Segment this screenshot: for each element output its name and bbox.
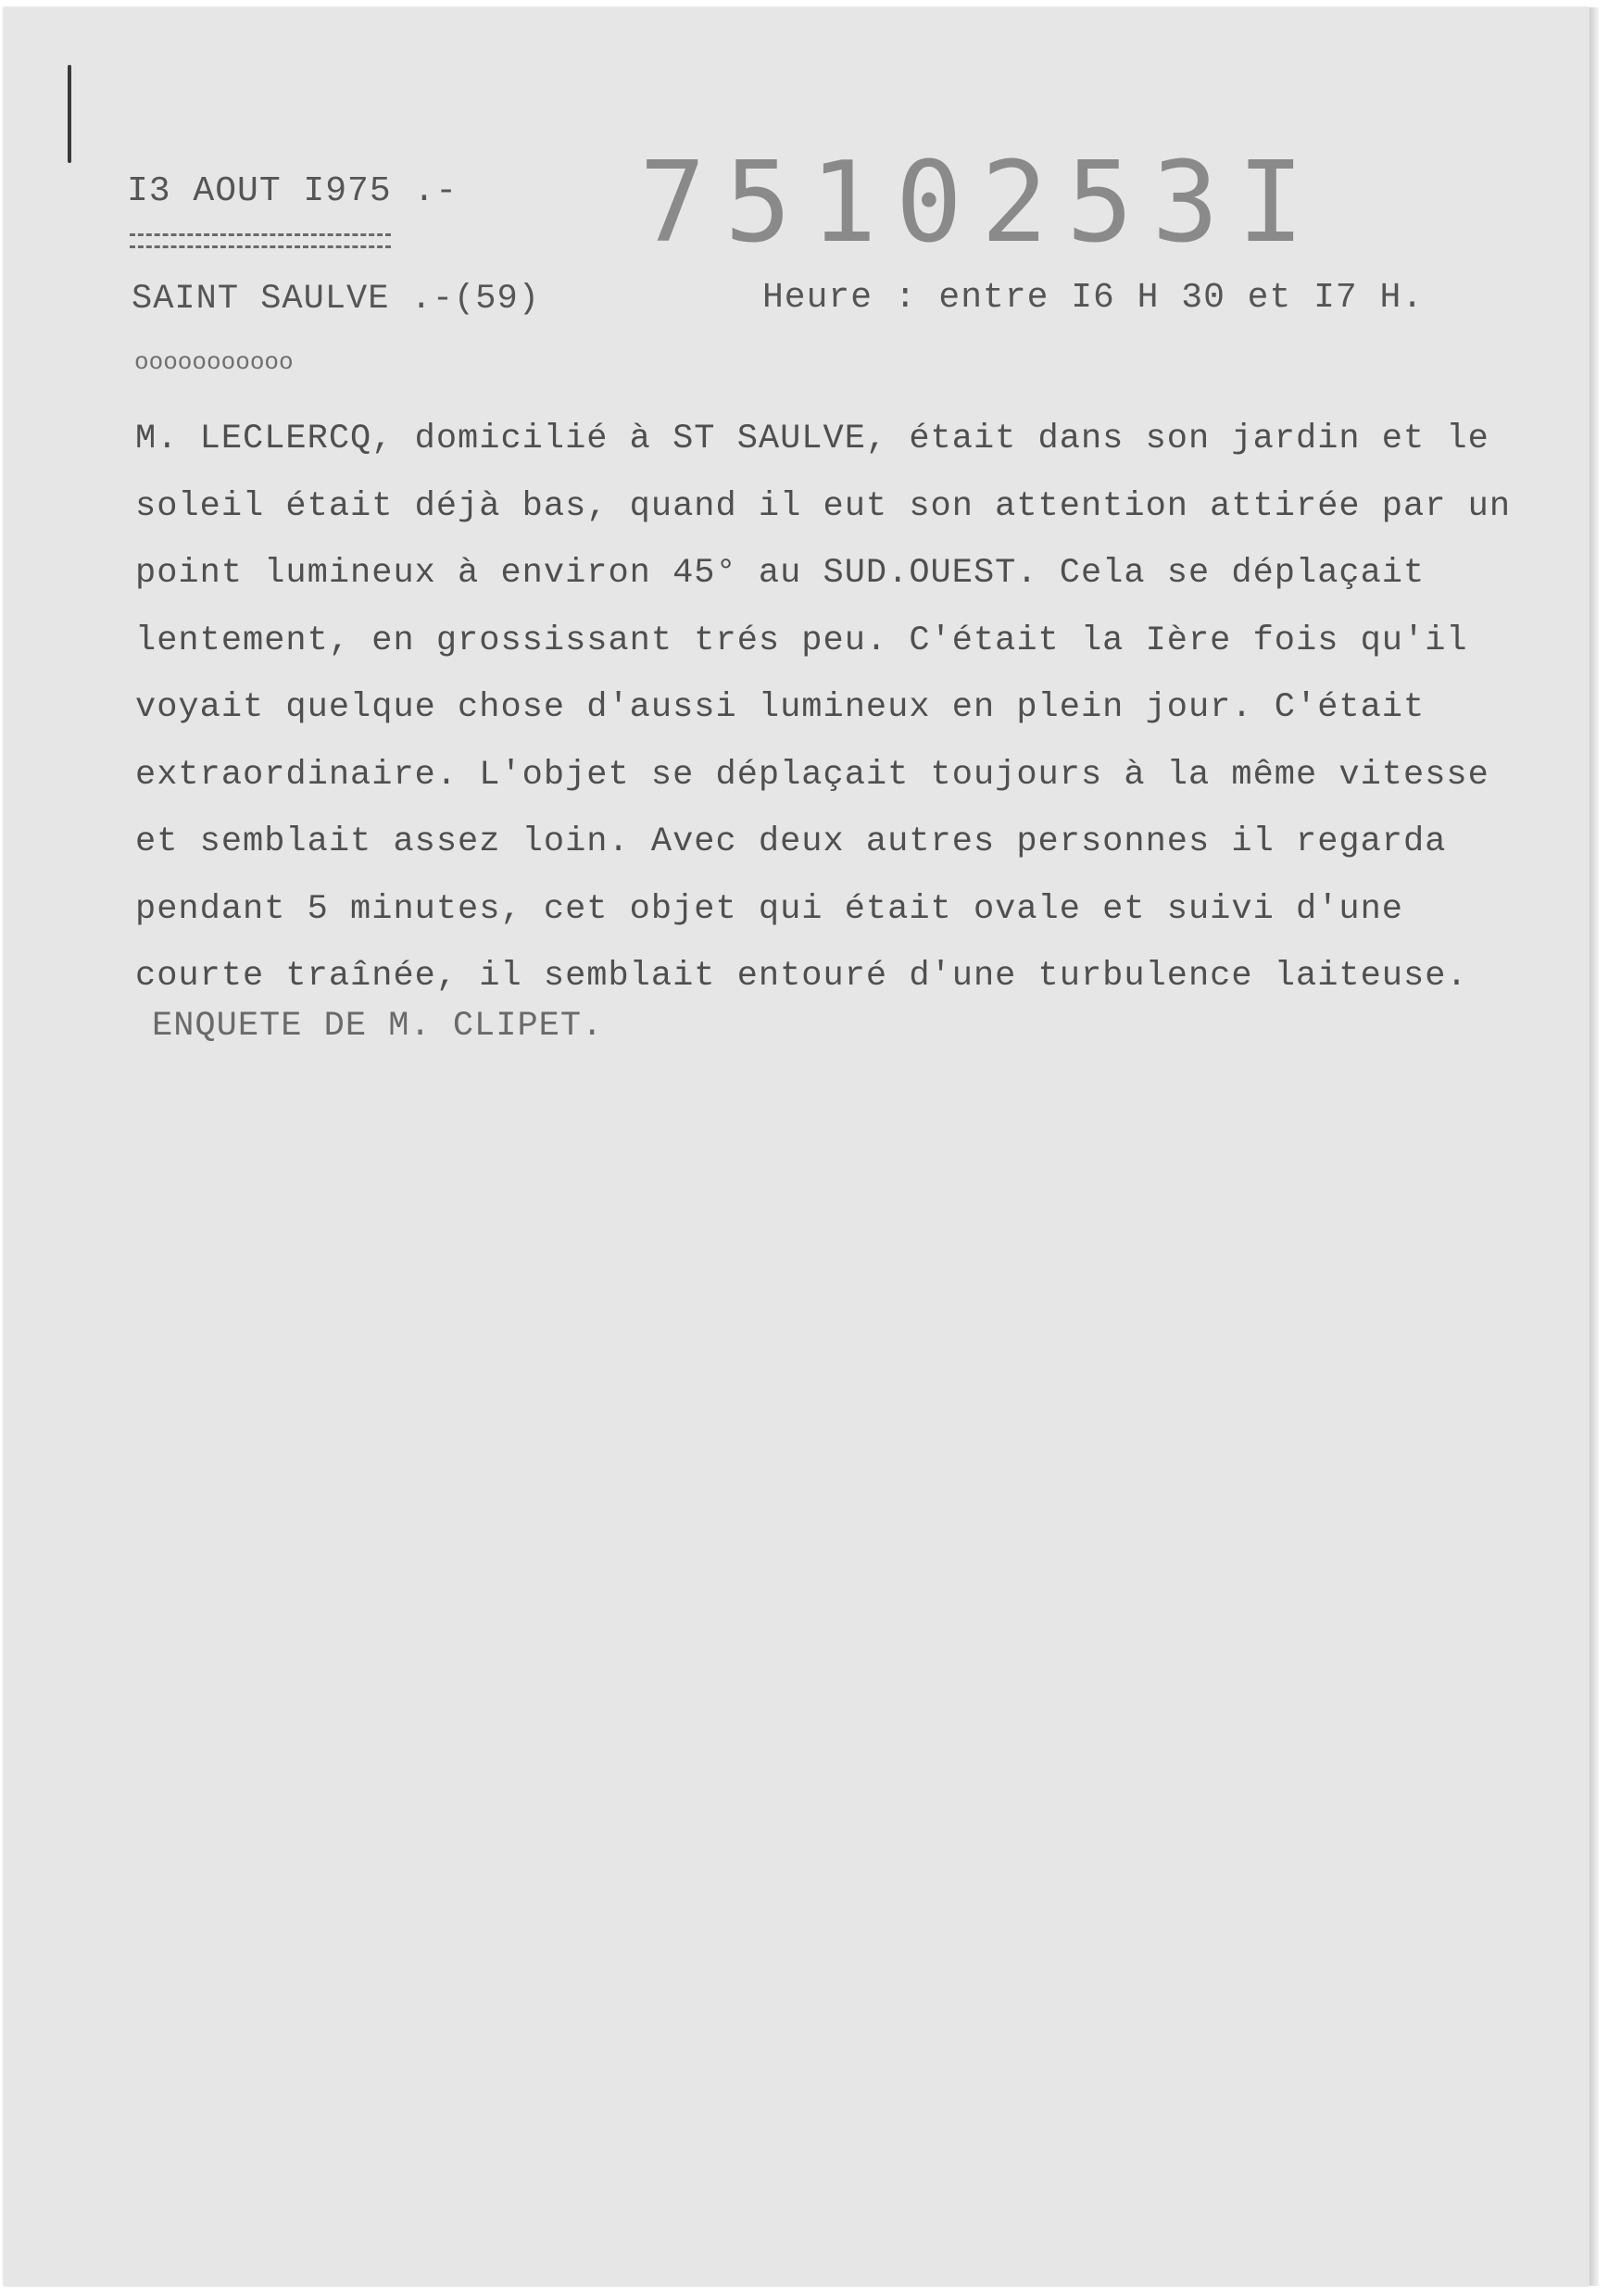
- body-line: voyait quelque chose d'aussi lumineux en plein jour. C'était: [135, 688, 1426, 727]
- separator-row: ooooooooooo: [134, 348, 294, 376]
- case-number-stamp: 7510253I: [639, 139, 1323, 268]
- binder-mark: [68, 65, 71, 163]
- observation-hour: Heure : entre I6 H 30 et I7 H.: [762, 278, 1425, 318]
- inquiry-credit: ENQUETE DE M. CLIPET.: [152, 1007, 604, 1046]
- body-line: point lumineux à environ 45° au SUD.OUEST. Cela se déplaçait: [135, 554, 1426, 593]
- location: SAINT SAULVE .-(59): [132, 280, 540, 319]
- body-line: pendant 5 minutes, cet objet qui était ovale et suivi d'une: [135, 889, 1404, 929]
- body-line: extraordinaire. L'objet se déplaçait toujours à la même vitesse: [135, 755, 1489, 795]
- body-line: M. LECLERCQ, domicilié à ST SAULVE, était dans son jardin et le: [135, 420, 1489, 458]
- body-line: soleil était déjà bas, quand il eut son attention attirée par un: [135, 486, 1512, 526]
- page-edge: [1590, 7, 1599, 2286]
- date-underline: [130, 233, 391, 248]
- body-line: et semblait assez loin. Avec deux autres personnes il regarda: [135, 822, 1447, 861]
- report-date: I3 AOUT I975 .-: [127, 171, 459, 211]
- report-body: [135, 406, 1534, 1010]
- body-line: lentement, en grossissant trés peu. C'était la Ière fois qu'il: [135, 621, 1468, 660]
- body-line: courte traînée, il semblait entouré d'une turbulence laiteuse.: [135, 957, 1468, 996]
